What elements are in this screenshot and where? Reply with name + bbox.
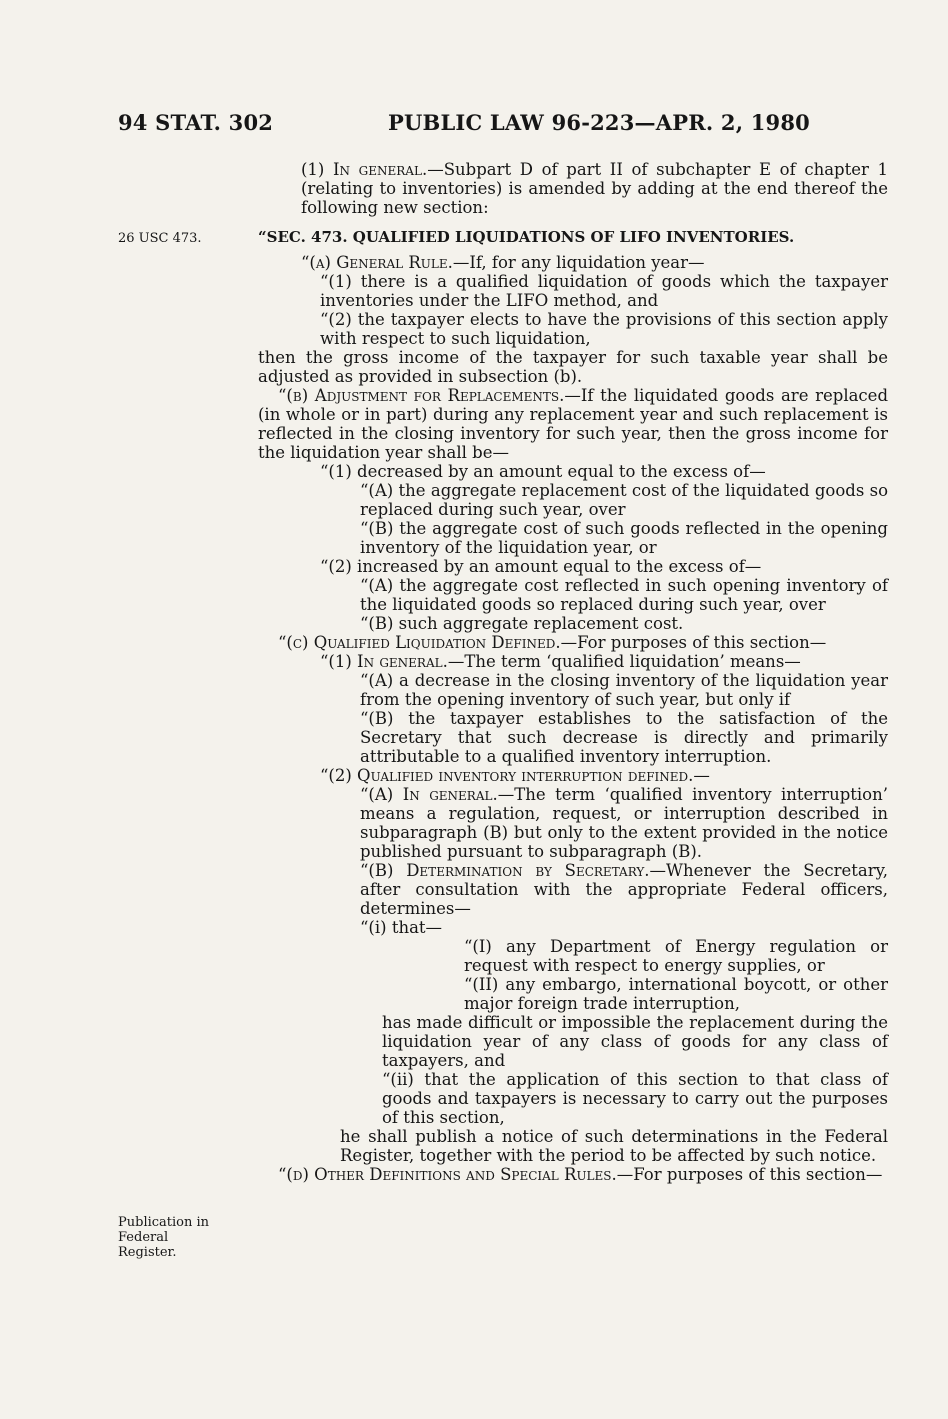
paragraph-heading: “(A) In general. bbox=[360, 785, 498, 804]
paragraph-b2b: “(B) such aggregate replacement cost. bbox=[360, 614, 684, 633]
subsection-text: —For purposes of this section— bbox=[616, 1165, 883, 1184]
paragraph-heading: “(1) In general. bbox=[320, 652, 448, 671]
paragraph-c2a bbox=[258, 785, 888, 861]
subsection-b bbox=[258, 386, 888, 462]
margin-note-publication bbox=[118, 1215, 209, 1260]
paragraph-heading: “(B) Determination by Secretary. bbox=[360, 861, 650, 880]
clause-c2b-has: has made difficult or impossible the replacement during the liquidation year of any class of goods for any class of taxpayers, and bbox=[382, 1013, 888, 1070]
paragraph-c1b: “(B) the taxpayer establishes to the satisfaction of the Secretary that such decrease is directly and primarily attributable to a qualified inventory interruption. bbox=[360, 709, 888, 766]
subsection-d bbox=[258, 1165, 888, 1184]
margin-note-line: Register. bbox=[118, 1245, 177, 1260]
statute-body bbox=[258, 160, 888, 1184]
paragraph-text: —The term ‘qualified liquidation’ means— bbox=[447, 652, 801, 671]
margin-note-usc: 26 USC 473. bbox=[118, 231, 202, 246]
paragraph-text: —The term ‘qualified inventory interruption’ means a regulation, request, or interruption described in subparagraph (B) but only to the extent provided in the notice published pursuant to subparagraph (B). bbox=[360, 785, 888, 861]
subsection-heading: “(a) General Rule. bbox=[301, 253, 453, 272]
paragraph-c1 bbox=[258, 652, 888, 671]
stat-page-number: 94 STAT. 302 bbox=[118, 110, 274, 135]
subsection-heading: “(d) Other Definitions and Special Rules. bbox=[278, 1165, 617, 1184]
subsection-heading: “(b) Adjustment for Replacements. bbox=[278, 386, 565, 405]
paragraph-a1: “(1) there is a qualified liquidation of goods which the taxpayer inventories under the LIFO method, and bbox=[320, 272, 888, 310]
paragraph-b1a: “(A) the aggregate replacement cost of the liquidated goods so replaced during such year, over bbox=[360, 481, 888, 519]
section-heading: “SEC. 473. QUALIFIED LIQUIDATIONS OF LIFO INVENTORIES. bbox=[258, 228, 795, 246]
subclause-c2b-i-II: “(II) any embargo, international boycott, or other major foreign trade interruption, bbox=[464, 975, 888, 1013]
paragraph-b2: “(2) increased by an amount equal to the excess of— bbox=[320, 557, 762, 576]
paragraph-c2b bbox=[258, 861, 888, 918]
paragraph-c1a: “(A) a decrease in the closing inventory of the liquidation year from the opening inventory of such year, but only if bbox=[360, 671, 888, 709]
paragraph-b1b: “(B) the aggregate cost of such goods reflected in the opening inventory of the liquidation year, or bbox=[360, 519, 888, 557]
subsection-c bbox=[258, 633, 888, 652]
paragraph-b2a: “(A) the aggregate cost reflected in such opening inventory of the liquidated goods so replaced during such year, over bbox=[360, 576, 888, 614]
paragraph-a-then: then the gross income of the taxpayer for such taxable year shall be adjusted as provided in subsection (b). bbox=[258, 348, 888, 386]
subclause-c2b-i-I: “(I) any Department of Energy regulation or request with respect to energy supplies, or bbox=[464, 937, 888, 975]
subsection-text: —If the liquidated goods are replaced (in whole or in part) during any replacement year and such replacement is reflected in the closing inventory for such year, then the gross income for the liquidation year shall be— bbox=[258, 386, 888, 462]
subsection-text: —For purposes of this section— bbox=[560, 633, 827, 652]
subsection-text: —If, for any liquidation year— bbox=[452, 253, 705, 272]
subsection-heading: “(c) Qualified Liquidation Defined. bbox=[278, 633, 561, 652]
paragraph-text: —Whenever the Secretary, after consultation with the appropriate Federal officers, determines— bbox=[360, 861, 888, 918]
paragraph-1-intro bbox=[258, 160, 888, 217]
paragraph-text: (1) In general.—Subpart D of part II of subchapter E of chapter 1 (relating to inventories) is amended by adding at the end thereof the following new section: bbox=[301, 160, 889, 217]
paragraph-b1: “(1) decreased by an amount equal to the excess of— bbox=[320, 462, 766, 481]
clause-c2b-he: he shall publish a notice of such determinations in the Federal Register, together with the period to be affected by such notice. bbox=[340, 1127, 888, 1165]
clause-c2b-ii: “(ii) that the application of this section to that class of goods and taxpayers is necessary to carry out the purposes of this section, bbox=[382, 1070, 888, 1127]
paragraph-text: — bbox=[693, 766, 710, 785]
margin-note-line: Federal bbox=[118, 1230, 169, 1245]
paragraph-a2: “(2) the taxpayer elects to have the provisions of this section apply with respect to such liquidation, bbox=[320, 310, 888, 348]
margin-note-line: Publication in bbox=[118, 1215, 210, 1230]
running-header-title: PUBLIC LAW 96-223—APR. 2, 1980 bbox=[388, 110, 810, 135]
paragraph-heading: “(2) Qualified inventory interruption defined. bbox=[320, 766, 694, 785]
clause-c2b-i: “(i) that— bbox=[360, 918, 443, 937]
subsection-a bbox=[258, 253, 888, 272]
paragraph-c2 bbox=[258, 766, 888, 785]
